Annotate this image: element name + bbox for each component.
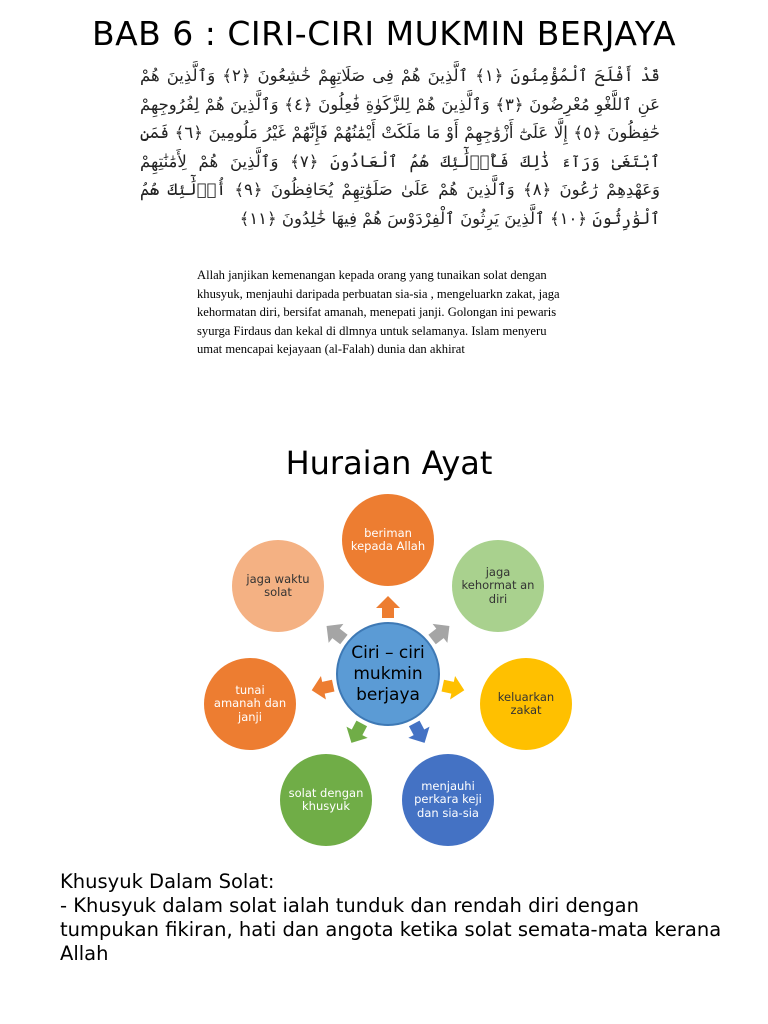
khusyuk-heading: Khusyuk Dalam Solat: [60, 870, 275, 893]
node-beriman-label: beriman kepada Allah [350, 525, 426, 553]
node-tunai-amanah-label: tunai amanah dan janji [213, 682, 287, 724]
arrow-menjauhi [404, 718, 436, 749]
arrow-beriman [376, 596, 400, 618]
node-keluarkan-zakat-label: keluarkan zakat [497, 689, 555, 717]
center-circle [336, 622, 440, 726]
node-beriman [342, 494, 434, 586]
node-jaga-kehormatan-label: jaga kehormat an diri [461, 564, 535, 606]
huraian-diagram [190, 488, 590, 848]
node-menjauhi-label: menjauhi perkara keji dan sia-sia [414, 778, 482, 820]
khusyuk-text: - Khusyuk dalam solat ialah tunduk dan rendah diri dengan tumpukan fikiran, hati dan angota ketika solat semata-mata kerana Allah [60, 894, 722, 965]
node-solat-khusyuk [280, 754, 372, 846]
verse-translation: Allah janjikan kemenangan kepada orang yang tunaikan solat dengan khusyuk, menjauhi daripada perbuatan sia-sia , mengeluarkn zakat, jaga kehormatan diri, bersifat amanah, menepati janji. Golongan ini pewaris syurga Firdaus dan kekal di dlmnya untuk selamanya. Islam menyeru umat mencapai kejayaan (al-Falah) dunia dan akhirat [197, 268, 560, 357]
khusyuk-section [60, 870, 740, 966]
page-title: BAB 6 : CIRI-CIRI MUKMIN BERJAYA [91, 14, 677, 53]
arrow-solat-khusyuk [341, 718, 373, 749]
node-keluarkan-zakat [480, 658, 572, 750]
node-solat-khusyuk-label: solat dengan khusyuk [288, 785, 364, 813]
arrow-tunai-amanah [309, 674, 336, 702]
node-jaga-waktu [232, 540, 324, 632]
arrow-keluarkan-zakat [440, 674, 467, 702]
node-jaga-waktu-label: jaga waktu solat [246, 571, 310, 599]
quran-verses: قَدْ أَفْلَحَ ٱلْمُؤْمِنُونَ ﴿١﴾ ٱلَّذِينَ هُمْ فِى صَلَاتِهِمْ خَٰشِعُونَ ﴿٢﴾ وَٱلَّذِينَ هُمْ عَنِ ٱللَّغْوِ مُعْرِضُونَ ﴿٣﴾ وَٱلَّذِينَ هُمْ لِلزَّكَوٰةِ فَٰعِلُونَ ﴿٤﴾ وَٱلَّذِينَ هُمْ لِفُرُوجِهِمْ حَٰفِظُونَ ﴿٥﴾ إِلَّا عَلَىٰٓ أَزْوَٰجِهِمْ أَوْ مَا مَلَكَتْ أَيْمَٰنُهُمْ فَإِنَّهُمْ غَيْرُ مَلُومِينَ ﴿٦﴾ فَمَنِ ٱبْتَغَىٰ وَرَآءَ ذَٰلِكَ فَأُو۟لَٰٓئِكَ هُمُ ٱلْعَادُونَ ﴿٧﴾ وَٱلَّذِينَ هُمْ لِأَمَٰنَٰتِهِمْ وَعَهْدِهِمْ رَٰعُونَ ﴿٨﴾ وَٱلَّذِينَ هُمْ عَلَىٰ صَلَوَٰتِهِمْ يُحَافِظُونَ ﴿٩﴾ أُو۟لَٰٓئِكَ هُمُ ٱلْوَٰرِثُونَ ﴿١٠﴾ ٱلَّذِينَ يَرِثُونَ ٱلْفِرْدَوْسَ هُمْ فِيهَا خَٰلِدُونَ ﴿١١﴾ [140, 66, 661, 228]
center-circle-label: Ciri – ciri mukmin berjaya [351, 642, 425, 705]
node-tunai-amanah [204, 658, 296, 750]
node-menjauhi [402, 754, 494, 846]
huraian-title: Huraian Ayat [285, 444, 493, 482]
node-jaga-kehormatan [452, 540, 544, 632]
